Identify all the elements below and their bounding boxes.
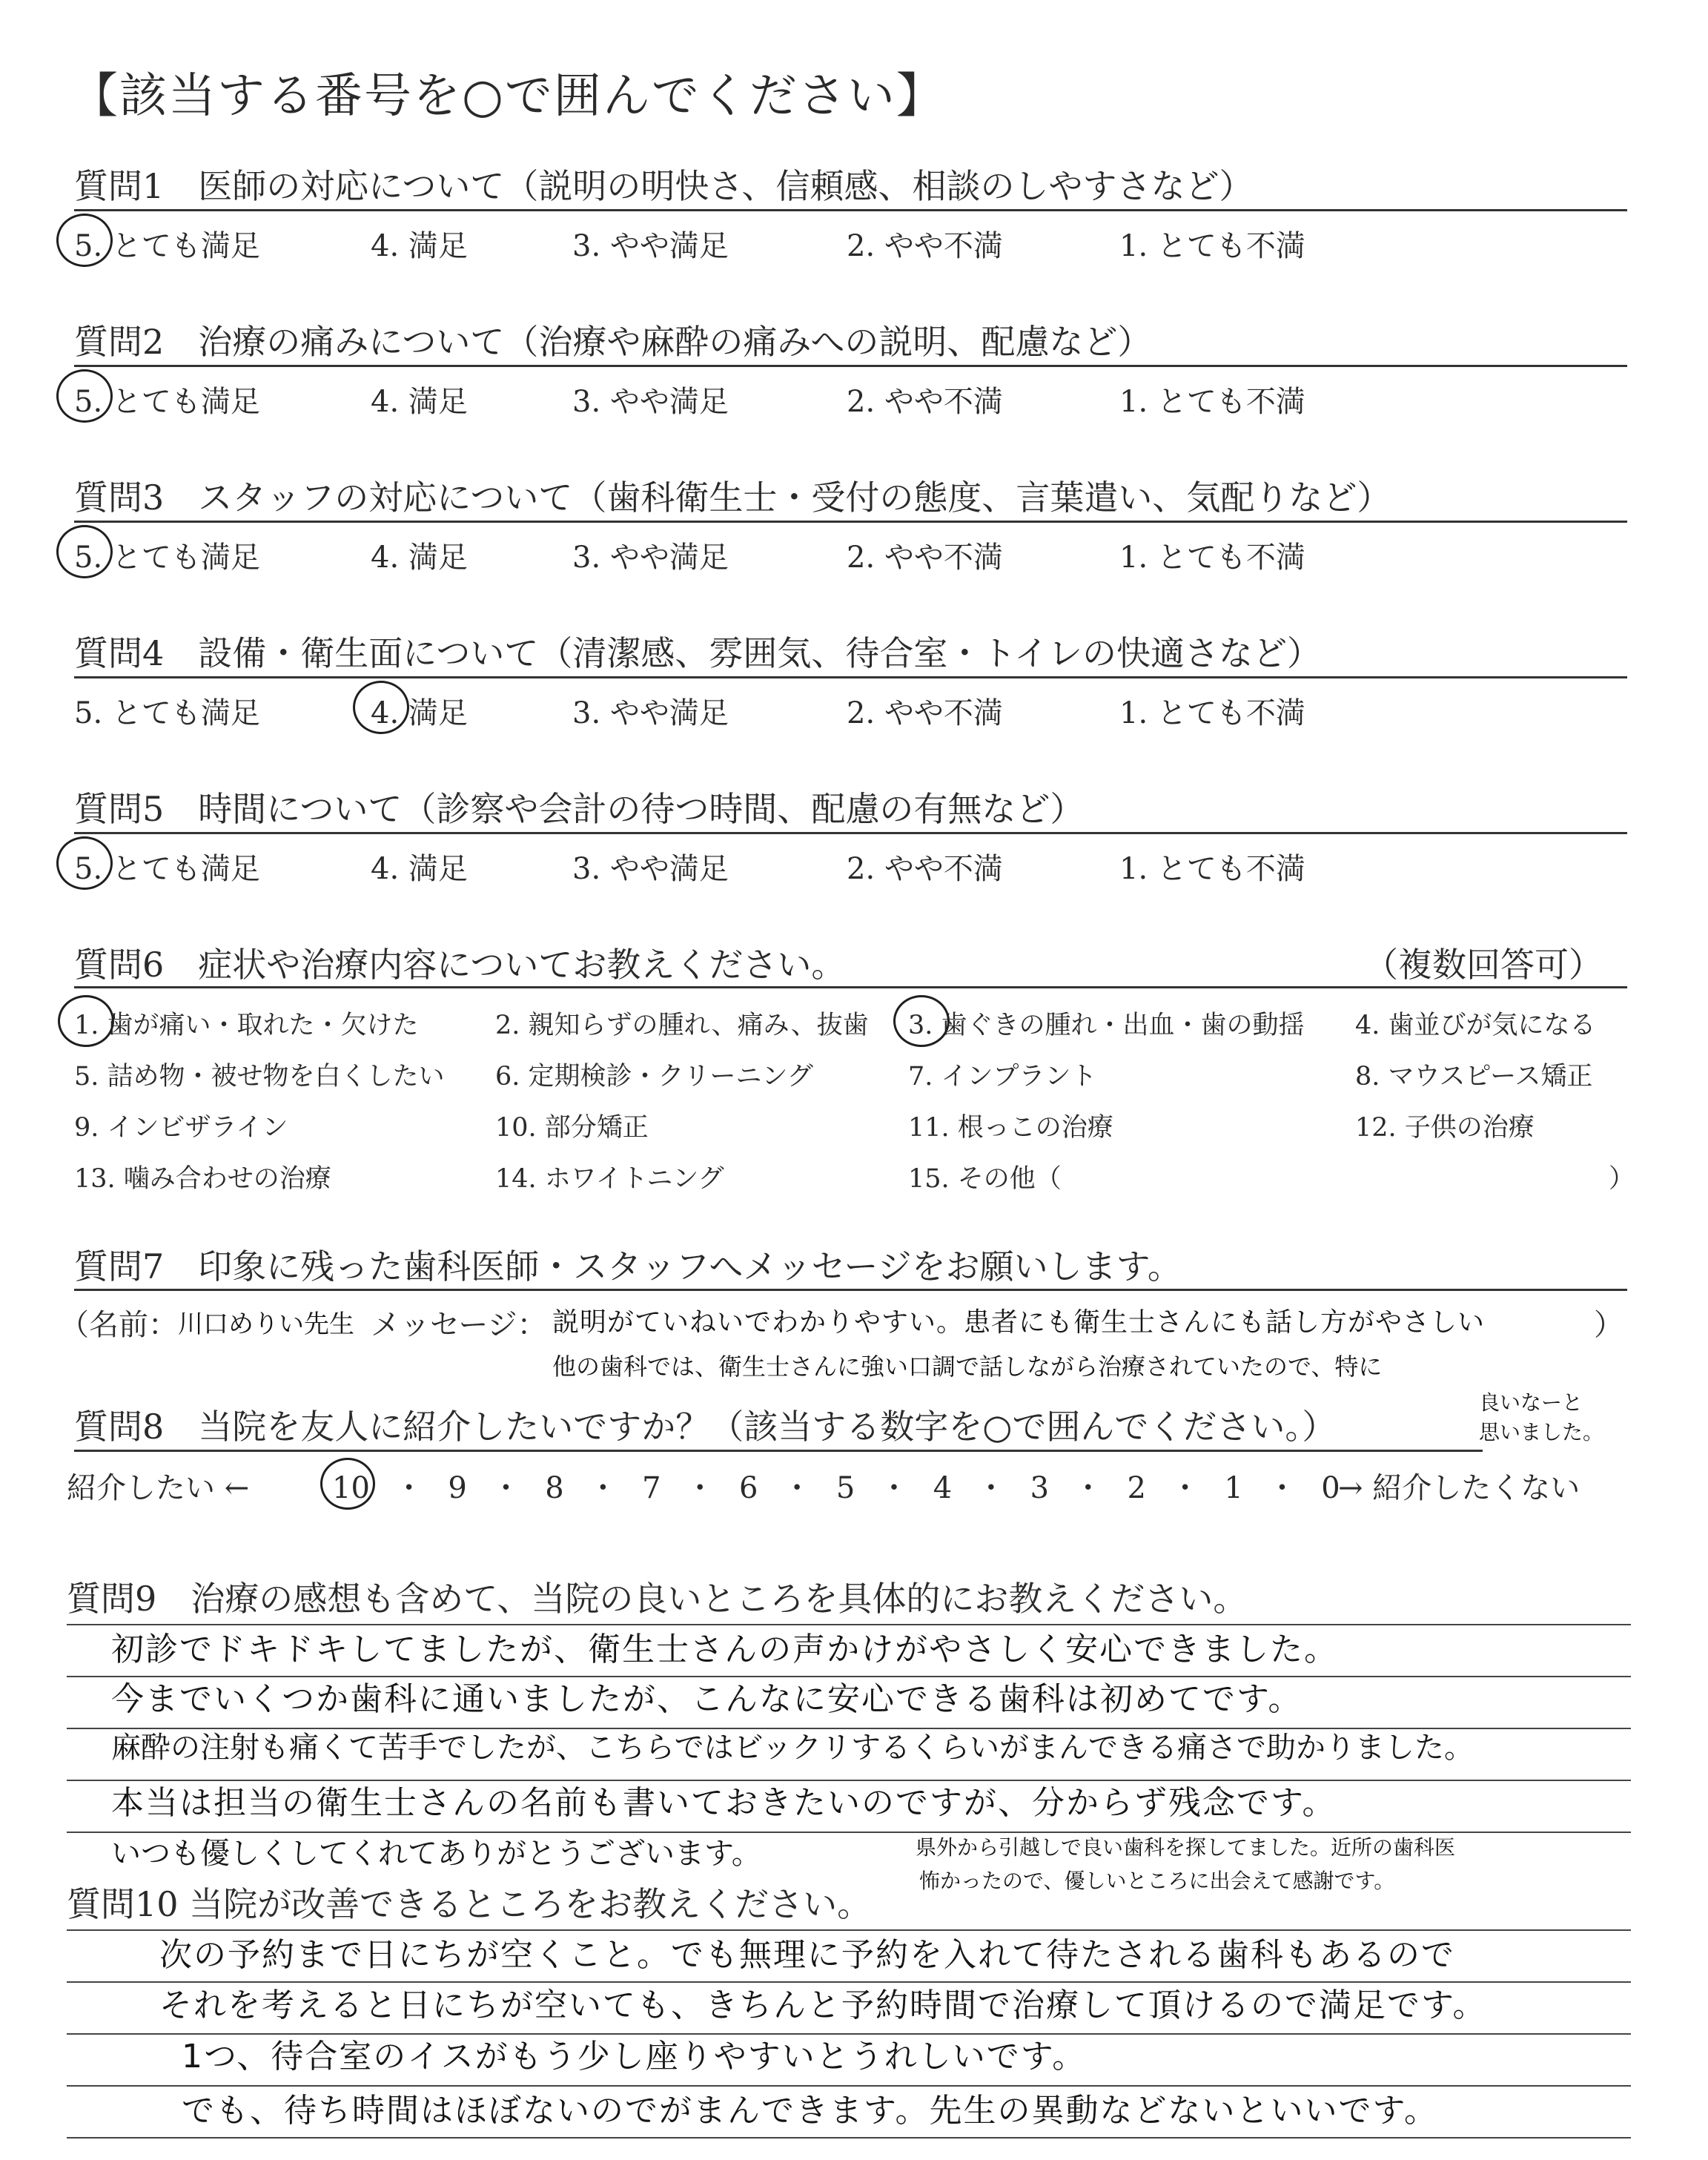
q1-selection-circle [56,214,113,267]
q9-answer-extra-2[interactable]: 怖かったので、優しいところに出会えて感謝です。 [919,1869,1395,1893]
q7-message-line-1[interactable]: 説明がていねいでわかりやすい。患者にも衛生士さんにも話し方がやさしい [552,1307,1486,1338]
q6-item-11[interactable]: 11. 根っこの治療 [908,1113,1113,1143]
q2-option-1[interactable]: 1. とても不満 [1119,385,1305,419]
question-2-divider [74,365,1627,367]
q1-option-1[interactable]: 1. とても不満 [1119,229,1305,263]
question-8-title: 質問8 当院を友人に紹介したいですか？（該当する数字を○で囲んでください。） [74,1407,1337,1447]
q9-answer-extra-1[interactable]: 県外から引越しで良い歯科を探してました。近所の歯科医 [916,1835,1456,1860]
q5-option-2[interactable]: 2. やや不満 [847,852,1003,886]
q10-answer-line-1[interactable]: 次の予約まで日にちが空くこと。でも無理に予約を入れて待たされる歯科もあるので [159,1936,1455,1974]
q7-message-line-3[interactable]: 良いなーと [1479,1390,1583,1415]
q6-selection-circle-3 [893,995,950,1047]
q3-option-3[interactable]: 3. やや満足 [572,541,729,575]
q6-item-15-close: ） [1609,1164,1635,1194]
q9-answer-line-4[interactable]: 本当は担当の衛生士さんの名前も書いておきたいのですが、分からず残念です。 [111,1784,1337,1822]
q7-close-paren: ） [1594,1308,1623,1342]
q8-scale[interactable]: 10 ・ 9 ・ 8 ・ 7 ・ 6 ・ 5 ・ 4 ・ 3 ・ 2 ・ 1 ・ 0 [332,1471,1340,1505]
q10-answer-line-2[interactable]: それを考えると日にちが空いても、きちんと予約時間で治療して頂けるので満足です。 [159,1986,1487,2024]
q5-option-1[interactable]: 1. とても不満 [1119,852,1305,886]
q6-selection-circle-1 [58,995,114,1047]
question-6-note: （複数回答可） [1364,945,1603,985]
q7-name-value[interactable]: 川口めりい先生 [178,1309,354,1339]
q6-item-10[interactable]: 10. 部分矯正 [495,1113,649,1143]
q8-right-label: → 紹介したくない [1338,1471,1580,1505]
q5-option-5[interactable]: 5. とても満足 [74,852,260,886]
q6-item-4[interactable]: 4. 歯並びが気になる [1355,1011,1596,1040]
q8-selection-circle [320,1458,375,1510]
question-7-title: 質問7 印象に残った歯科医師・スタッフへメッセージをお願いします。 [74,1246,1182,1287]
q3-option-5[interactable]: 5. とても満足 [74,541,260,575]
page-title: 【該当する番号を○で囲んでください】 [70,69,945,124]
q9-answer-line-2[interactable]: 今までいくつか歯科に通いましたが、こんなに安心できる歯科は初めてです。 [111,1680,1302,1718]
question-6-divider [74,986,1627,988]
q10-answer-line-4[interactable]: でも、待ち時間はほぼないのでがまんできます。先生の異動などないといいです。 [182,2092,1438,2130]
q2-option-4[interactable]: 4. 満足 [371,385,468,419]
q3-option-1[interactable]: 1. とても不満 [1119,541,1305,575]
q4-option-5[interactable]: 5. とても満足 [74,696,260,730]
question-10-title: 質問10 当院が改善できるところをお教えください。 [67,1884,872,1924]
q9-answer-line-5[interactable]: いつも優しくしてくれてありがとうございます。 [111,1837,761,1871]
question-9-title: 質問9 治療の感想も含めて、当院の良いところを具体的にお教えください。 [67,1579,1248,1619]
q7-message-line-4[interactable]: 思いました。 [1479,1420,1604,1444]
q7-message-label: メッセージ： [371,1308,547,1342]
q6-item-5[interactable]: 5. 詰め物・被せ物を白くしたい [74,1062,445,1091]
q2-selection-circle [56,369,113,423]
q6-item-12[interactable]: 12. 子供の治療 [1355,1113,1535,1143]
q3-selection-circle [56,525,113,578]
question-6-title: 質問6 症状や治療内容についてお教えください。 [74,945,846,985]
q1-option-2[interactable]: 2. やや不満 [847,229,1003,263]
q2-option-2[interactable]: 2. やや不満 [847,385,1003,419]
q6-item-1[interactable]: 1. 歯が痛い・取れた・欠けた [74,1011,419,1040]
question-7-divider [74,1289,1627,1291]
q6-item-13[interactable]: 13. 噛み合わせの治療 [74,1164,331,1194]
q3-option-4[interactable]: 4. 満足 [371,541,468,575]
q10-answer-line-3[interactable]: 1つ、待合室のイスがもう少し座りやすいとうれしいです。 [182,2038,1087,2075]
q6-item-15[interactable]: 15. その他（ [908,1164,1062,1194]
q4-selection-circle [353,681,409,734]
q6-item-2[interactable]: 2. 親知らずの腫れ、痛み、抜歯 [495,1011,869,1040]
q4-option-3[interactable]: 3. やや満足 [572,696,729,730]
question-8-divider [74,1450,1483,1452]
question-5-divider [74,832,1627,834]
q6-item-7[interactable]: 7. インプラント [908,1062,1097,1091]
q6-item-6[interactable]: 6. 定期検診・クリーニング [495,1062,813,1091]
q6-item-8[interactable]: 8. マウスピース矯正 [1355,1062,1593,1091]
q5-selection-circle [56,836,113,890]
q6-item-14[interactable]: 14. ホワイトニング [495,1164,724,1194]
q9-answer-line-1[interactable]: 初診でドキドキしてましたが、衛生士さんの声かけがやさしく安心できました。 [111,1631,1339,1668]
q3-option-2[interactable]: 2. やや不満 [847,541,1003,575]
question-3-title: 質問3 スタッフの対応について（歯科衛生士・受付の態度、言葉遣い、気配りなど） [74,478,1391,518]
q7-message-line-2[interactable]: 他の歯科では、衛生士さんに強い口調で話しながら治療されていたので、特に [552,1353,1383,1381]
q6-item-3[interactable]: 3. 歯ぐきの腫れ・出血・歯の動揺 [908,1011,1305,1040]
question-5-title: 質問5 時間について（診察や会計の待つ時間、配慮の有無など） [74,789,1085,829]
q8-left-label: 紹介したい ← [67,1471,250,1505]
question-4-divider [74,676,1627,678]
q4-option-1[interactable]: 1. とても不満 [1119,696,1305,730]
q4-option-4[interactable]: 4. 満足 [371,696,468,730]
question-4-title: 質問4 設備・衛生面について（清潔感、雰囲気、待合室・トイレの快適さなど） [74,633,1322,673]
q10-line-rule-5 [67,2137,1631,2138]
question-2-title: 質問2 治療の痛みについて（治療や麻酔の痛みへの説明、配慮など） [74,322,1152,362]
q2-option-3[interactable]: 3. やや満足 [572,385,729,419]
question-3-divider [74,521,1627,523]
q9-answer-line-3[interactable]: 麻酔の注射も痛くて苦手でしたが、こちらではビックリするくらいがまんできる痛さで助かりました。 [111,1731,1474,1765]
question-1-title: 質問1 医師の対応について（説明の明快さ、信頼感、相談のしやすさなど） [74,166,1254,206]
question-1-divider [74,209,1627,211]
q1-option-4[interactable]: 4. 満足 [371,229,468,263]
q2-option-5[interactable]: 5. とても満足 [74,385,260,419]
q4-option-2[interactable]: 2. やや不満 [847,696,1003,730]
q1-option-5[interactable]: 5. とても満足 [74,229,260,263]
q5-option-3[interactable]: 3. やや満足 [572,852,729,886]
q5-option-4[interactable]: 4. 満足 [371,852,468,886]
q1-option-3[interactable]: 3. やや満足 [572,229,729,263]
q6-item-9[interactable]: 9. インビザライン [74,1113,288,1143]
q7-name-label: （名前： [59,1308,178,1342]
